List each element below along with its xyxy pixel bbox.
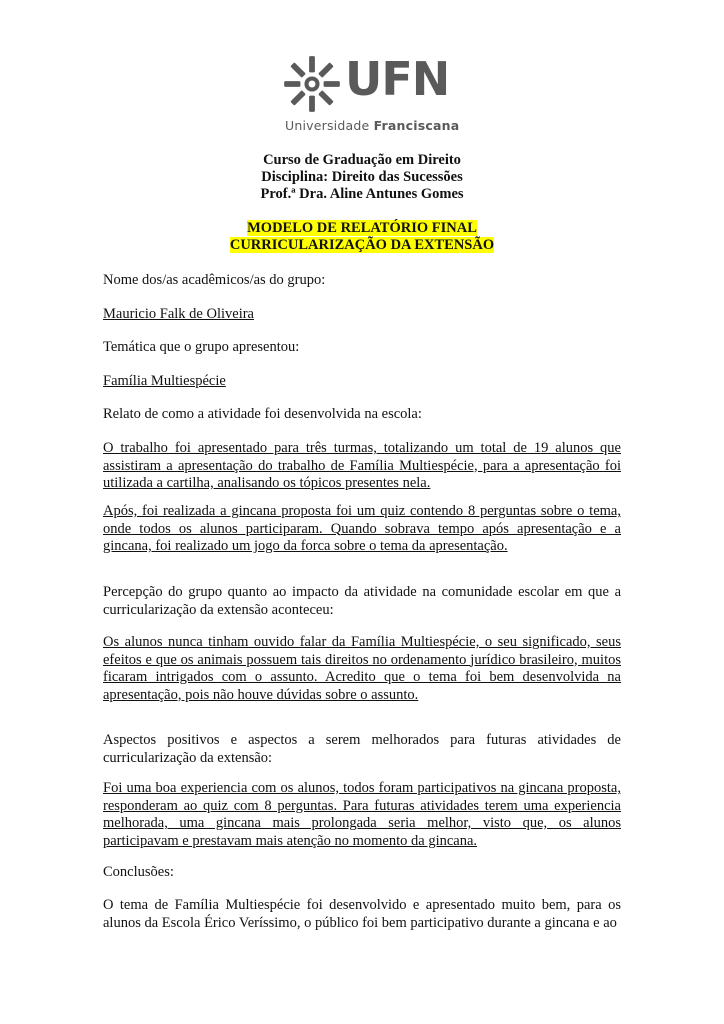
perception-text: Os alunos nunca tinham ouvido falar da Família Multiespécie, o seu significado, seus efeitos e que os animais possuem tais direitos no ordenamento jurídico brasileiro, muitos ficaram intrigados com o assunto. Acredito que o tema foi bem desenvolvida na apresentação, pois não houve dúvidas sobre o assunto.	[103, 634, 621, 703]
logo-subtitle-bold: Franciscana	[373, 118, 460, 133]
names-value: Mauricio Falk de Oliveira	[103, 306, 254, 322]
theme-value: Família Multiespécie	[103, 373, 226, 389]
title-line-1: MODELO DE RELATÓRIO FINAL	[247, 220, 477, 236]
report-paragraph-1: O trabalho foi apresentado para três turmas, totalizando um total de 19 alunos que assistiram a apresentação do trabalho de Família Multiespécie, para a apresentação foi utilizada a cartilha, analisando os tópicos presentes nela.	[103, 440, 621, 491]
ufn-seal-icon	[283, 55, 341, 113]
professor-name: Prof.ª Dra. Aline Antunes Gomes	[260, 186, 464, 202]
logo-subtitle-light: Universidade	[285, 118, 370, 133]
theme-label: Temática que o grupo apresentou:	[103, 339, 300, 355]
perception-label: Percepção do grupo quanto ao impacto da atividade na comunidade escolar em que a curricularização da extensão aconteceu:	[103, 584, 621, 618]
aspects-label: Aspectos positivos e aspectos a serem melhorados para futuras atividades de curricularização da extensão:	[103, 732, 621, 766]
logo-subtitle	[285, 118, 459, 133]
names-label: Nome dos/as acadêmicos/as do grupo:	[103, 272, 326, 288]
aspects-text: Foi uma boa experiencia com os alunos, todos foram participativos na gincana proposta, responderam ao quiz com 8 perguntas. Para futuras atividades terem uma experiencia melhorada, uma gincana mais prolongada seria melhor, visto que, os alunos participavam e prestavam mais atenção no momento da gincana.	[103, 780, 621, 849]
conclusions-text: O tema de Família Multiespécie foi desenvolvido e apresentado muito bem, para os alunos da Escola Érico Veríssimo, o público foi bem participativo durante a gincana e ao	[103, 897, 621, 931]
header-block	[0, 152, 724, 203]
report-paragraph-2: Após, foi realizada a gincana proposta foi um quiz contendo 8 perguntas sobre o tema, onde todos os alunos participaram. Quando sobrava tempo após apresentação e a gincana, foi realizado um jogo da forca sobre o tema da apresentação.	[103, 503, 621, 554]
document-title	[0, 220, 724, 254]
discipline-title: Disciplina: Direito das Sucessões	[261, 169, 463, 185]
conclusions-label: Conclusões:	[103, 864, 174, 880]
report-label: Relato de como a atividade foi desenvolvida na escola:	[103, 406, 422, 422]
course-title: Curso de Graduação em Direito	[263, 152, 461, 168]
logo-wordmark: UFN	[345, 52, 450, 106]
ufn-logo	[283, 52, 460, 135]
title-line-2: CURRICULARIZAÇÃO DA EXTENSÃO	[229, 237, 495, 253]
